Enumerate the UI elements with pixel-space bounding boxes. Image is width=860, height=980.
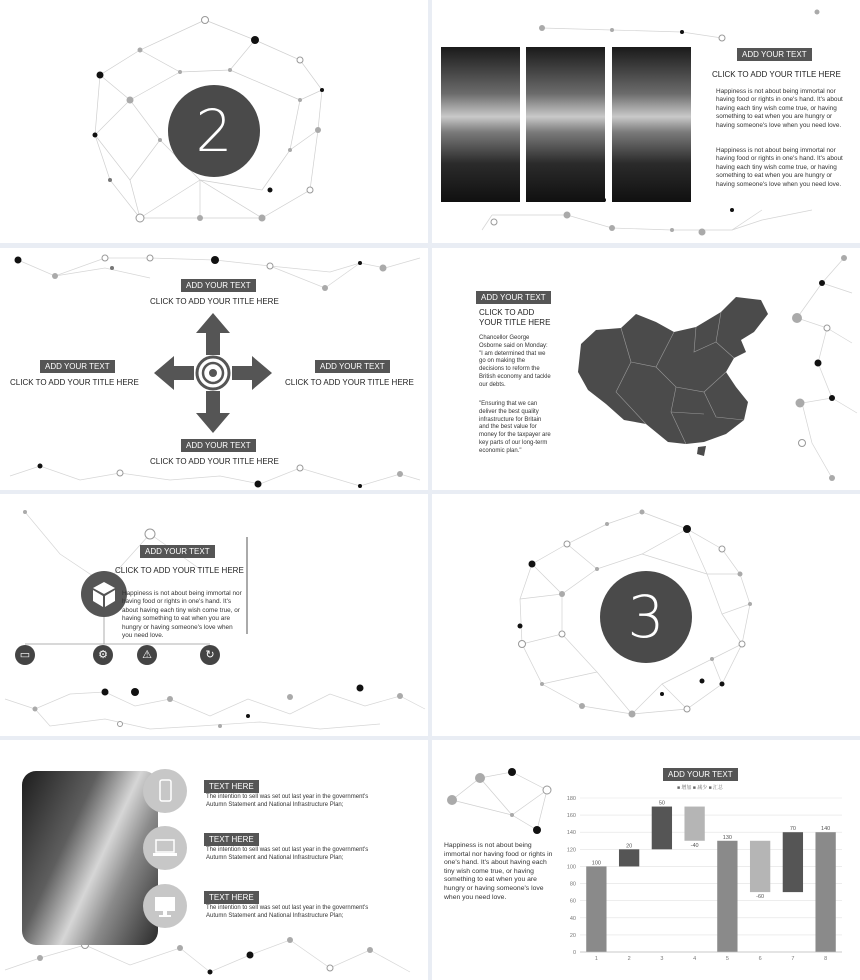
body-paragraph-2[interactable]: Happiness is not about being immortal nor having food or rights in one's hand. It's about having each tiny wish come true, or having something to eat when you are hungry or having someone's love when you need love. (716, 147, 843, 188)
bar (717, 841, 737, 952)
x-tick-label: 8 (824, 956, 828, 962)
title-placeholder[interactable]: CLICK TO ADD YOUR TITLE HERE (479, 308, 551, 327)
y-tick-label: 180 (566, 796, 576, 802)
x-tick-label: 2 (627, 956, 631, 962)
x-tick-label: 4 (693, 956, 697, 962)
y-tick-label: 160 (566, 813, 576, 820)
slide-2-photo-text[interactable] (432, 0, 860, 243)
laptop-icon (143, 826, 187, 870)
quote-paragraph-1[interactable]: Chancellor George Osborne said on Monday: "I am determined that we go on making the decisions to reform the British economy and tackle our debts. (479, 335, 551, 388)
bar (815, 832, 835, 952)
data-label: 50 (658, 800, 665, 807)
slide-7-building[interactable] (0, 740, 428, 980)
bar (783, 832, 803, 892)
item-tag-2[interactable]: TEXT HERE (204, 833, 259, 846)
data-label: -40 (690, 842, 699, 849)
bar (619, 849, 639, 866)
title-placeholder[interactable]: CLICK TO ADD YOUR TITLE HERE (115, 566, 244, 575)
section-number: 3 (627, 583, 665, 651)
chart-legend: ■ 增加 ■ 减少 ■ 汇总 (677, 785, 724, 791)
y-tick-label: 60 (569, 898, 576, 905)
gear-icon[interactable]: ⚙ (93, 645, 113, 665)
cube-icon (81, 571, 127, 617)
china-map (576, 292, 772, 458)
section-number: 2 (195, 97, 233, 165)
body-paragraph[interactable]: Happiness is not about being immortal nor having food or rights in one's hand. It's about having each tiny wish come true, or having something to eat when you are hungry or having someone's love when you need love. (122, 590, 242, 640)
right-text-tag[interactable]: ADD YOUR TEXT (315, 360, 390, 373)
y-tick-label: 100 (566, 864, 576, 871)
item-text-1[interactable]: The intention to sell was set out last year in the government's Autumn Statement and National Infrastructure Plan; (206, 794, 369, 808)
bottom-text-tag[interactable]: ADD YOUR TEXT (181, 439, 256, 452)
slide-1-section-number[interactable] (0, 0, 428, 243)
x-tick-label: 1 (594, 956, 598, 962)
cube-icon-badge (81, 571, 127, 617)
slide-8-waterfall-chart[interactable] (432, 740, 860, 980)
y-tick-label: 0 (572, 950, 576, 956)
landscape-photo-panel-right (612, 47, 691, 202)
bar (684, 807, 704, 841)
landscape-photo-panel-center (526, 47, 605, 202)
building-photo (22, 771, 158, 945)
left-text-tag[interactable]: ADD YOUR TEXT (40, 360, 115, 373)
x-tick-label: 3 (660, 956, 664, 962)
right-title-placeholder[interactable]: CLICK TO ADD YOUR TITLE HERE (285, 378, 414, 387)
data-label: 20 (626, 843, 633, 850)
data-label: 100 (591, 860, 601, 867)
top-title-placeholder[interactable]: CLICK TO ADD YOUR TITLE HERE (150, 297, 279, 306)
bar (586, 866, 606, 952)
data-label: 70 (789, 826, 796, 833)
slide-6-section-number[interactable] (432, 494, 860, 736)
slide-4-map[interactable] (432, 248, 860, 490)
slide-5-icons[interactable] (0, 494, 428, 736)
left-title-placeholder[interactable]: CLICK TO ADD YOUR TITLE HERE (10, 378, 139, 387)
item-text-2[interactable]: The intention to sell was set out last year in the government's Autumn Statement and National Infrastructure Plan; (206, 847, 369, 861)
top-text-tag[interactable]: ADD YOUR TEXT (181, 279, 256, 292)
body-paragraph-1[interactable]: Happiness is not about being immortal nor having food or rights in one's hand. It's about having each tiny wish come true, or having something to eat when you are hungry or having someone's love when you need love. (716, 88, 843, 129)
x-tick-label: 7 (791, 956, 795, 962)
text-tag[interactable]: ADD YOUR TEXT (140, 545, 215, 558)
network-decoration (432, 740, 572, 840)
text-tag[interactable]: ADD YOUR TEXT (737, 48, 812, 61)
bar (652, 807, 672, 850)
data-label: 140 (821, 826, 831, 833)
bottom-title-placeholder[interactable]: CLICK TO ADD YOUR TITLE HERE (150, 457, 279, 466)
item-tag-3[interactable]: TEXT HERE (204, 891, 259, 904)
landscape-photo-panel-left (441, 47, 520, 202)
y-tick-label: 120 (566, 847, 576, 854)
title-placeholder[interactable]: CLICK TO ADD YOUR TITLE HERE (712, 70, 841, 79)
section-number-circle (168, 85, 260, 177)
y-tick-label: 40 (569, 915, 576, 922)
waterfall-chart (552, 790, 852, 970)
x-tick-label: 6 (758, 956, 762, 962)
section-number-circle (600, 571, 692, 663)
data-label: -60 (756, 894, 765, 901)
chart-tag[interactable]: ADD YOUR TEXT (663, 768, 738, 781)
quote-paragraph-2[interactable]: "Ensuring that we can deliver the best quality infrastructure for Britain and the best value for money for the taxpayer are key parts of our long-term economic plan." (479, 401, 551, 454)
warning-icon[interactable]: ⚠ (137, 645, 157, 665)
refresh-icon[interactable]: ↻ (200, 645, 220, 665)
y-tick-label: 20 (569, 932, 576, 939)
y-tick-label: 140 (566, 830, 576, 837)
x-tick-label: 5 (725, 956, 729, 962)
phone-icon (143, 769, 187, 813)
item-tag-1[interactable]: TEXT HERE (204, 780, 259, 793)
desktop-icon (143, 884, 187, 928)
slide-3-arrows[interactable] (0, 248, 428, 490)
item-text-3[interactable]: The intention to sell was set out last year in the government's Autumn Statement and National Infrastructure Plan; (206, 905, 369, 919)
text-tag[interactable]: ADD YOUR TEXT (476, 291, 551, 304)
monitor-icon[interactable]: ▭ (15, 645, 35, 665)
data-label: 130 (722, 834, 732, 841)
y-tick-label: 80 (569, 881, 576, 888)
four-way-arrow-graphic (150, 311, 276, 435)
bar (750, 841, 770, 892)
body-paragraph[interactable]: Happiness is not about being immortal nor having food or rights in one's hand. It's about having each tiny wish come true, or having something to eat when you are hungry or having someone's love when you need love. (444, 842, 553, 901)
